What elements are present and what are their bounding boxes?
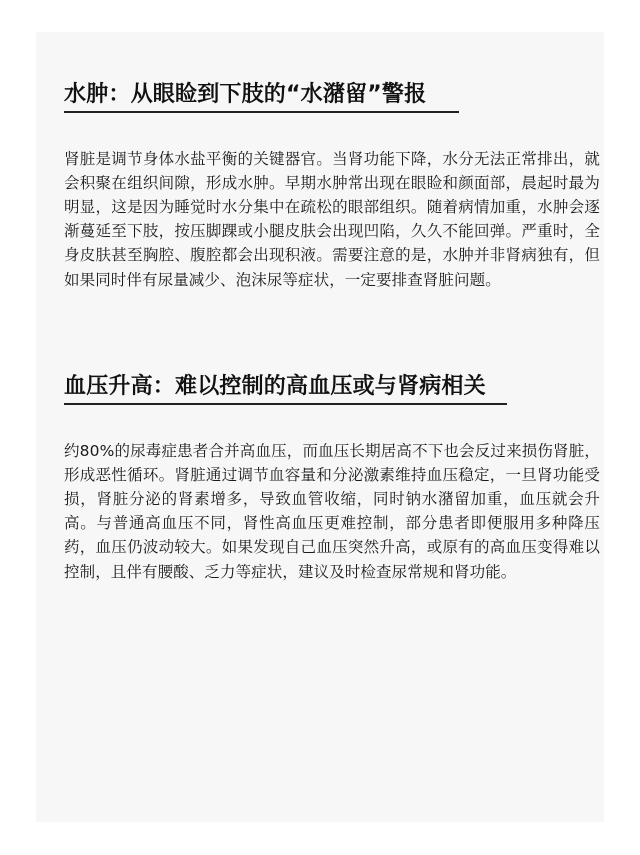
heading-underline (64, 403, 507, 405)
section-heading: 水肿：从眼睑到下肢的“水潴留”警报 (64, 82, 427, 107)
section-body: 约80%的尿毒症患者合并高血压，而血压长期居高不下也会反过来损伤肾脏，形成恶性循环。肾脏通过调节血容量和分泌激素维持血压稳定，一旦肾功能受损，肾脏分泌的肾素增多，导致血管收缩，同时钠水潴留加重，血压就会升高。与普通高血压不同，肾性高血压更难控制，部分患者即便服用多种降压药，血压仍波动较大。如果发现自己血压突然升高，或原有的高血压变得难以控制，且伴有腰酸、乏力等症状，建议及时检查尿常规和肾功能。 (64, 441, 600, 581)
section-blood-pressure (64, 370, 604, 581)
heading-underline (64, 111, 459, 113)
section-body: 肾脏是调节身体水盐平衡的关键器官。当肾功能下降，水分无法正常排出，就会积聚在组织间隙，形成水肿。早期水肿常出现在眼睑和颜面部，晨起时最为明显，这是因为睡觉时水分集中在疏松的眼部组织。随着病情加重，水肿会逐渐蔓延至下肢，按压脚踝或小腿皮肤会出现凹陷，久久不能回弹。严重时，全身皮肤甚至胸腔、腹腔都会出现积液。需要注意的是，水肿并非肾病独有，但如果同时伴有尿量减少、泡沫尿等症状，一定要排查肾脏问题。 (64, 149, 600, 289)
section-heading: 血压升高：难以控制的高血压或与肾病相关 (64, 374, 486, 399)
section-edema (64, 78, 604, 289)
